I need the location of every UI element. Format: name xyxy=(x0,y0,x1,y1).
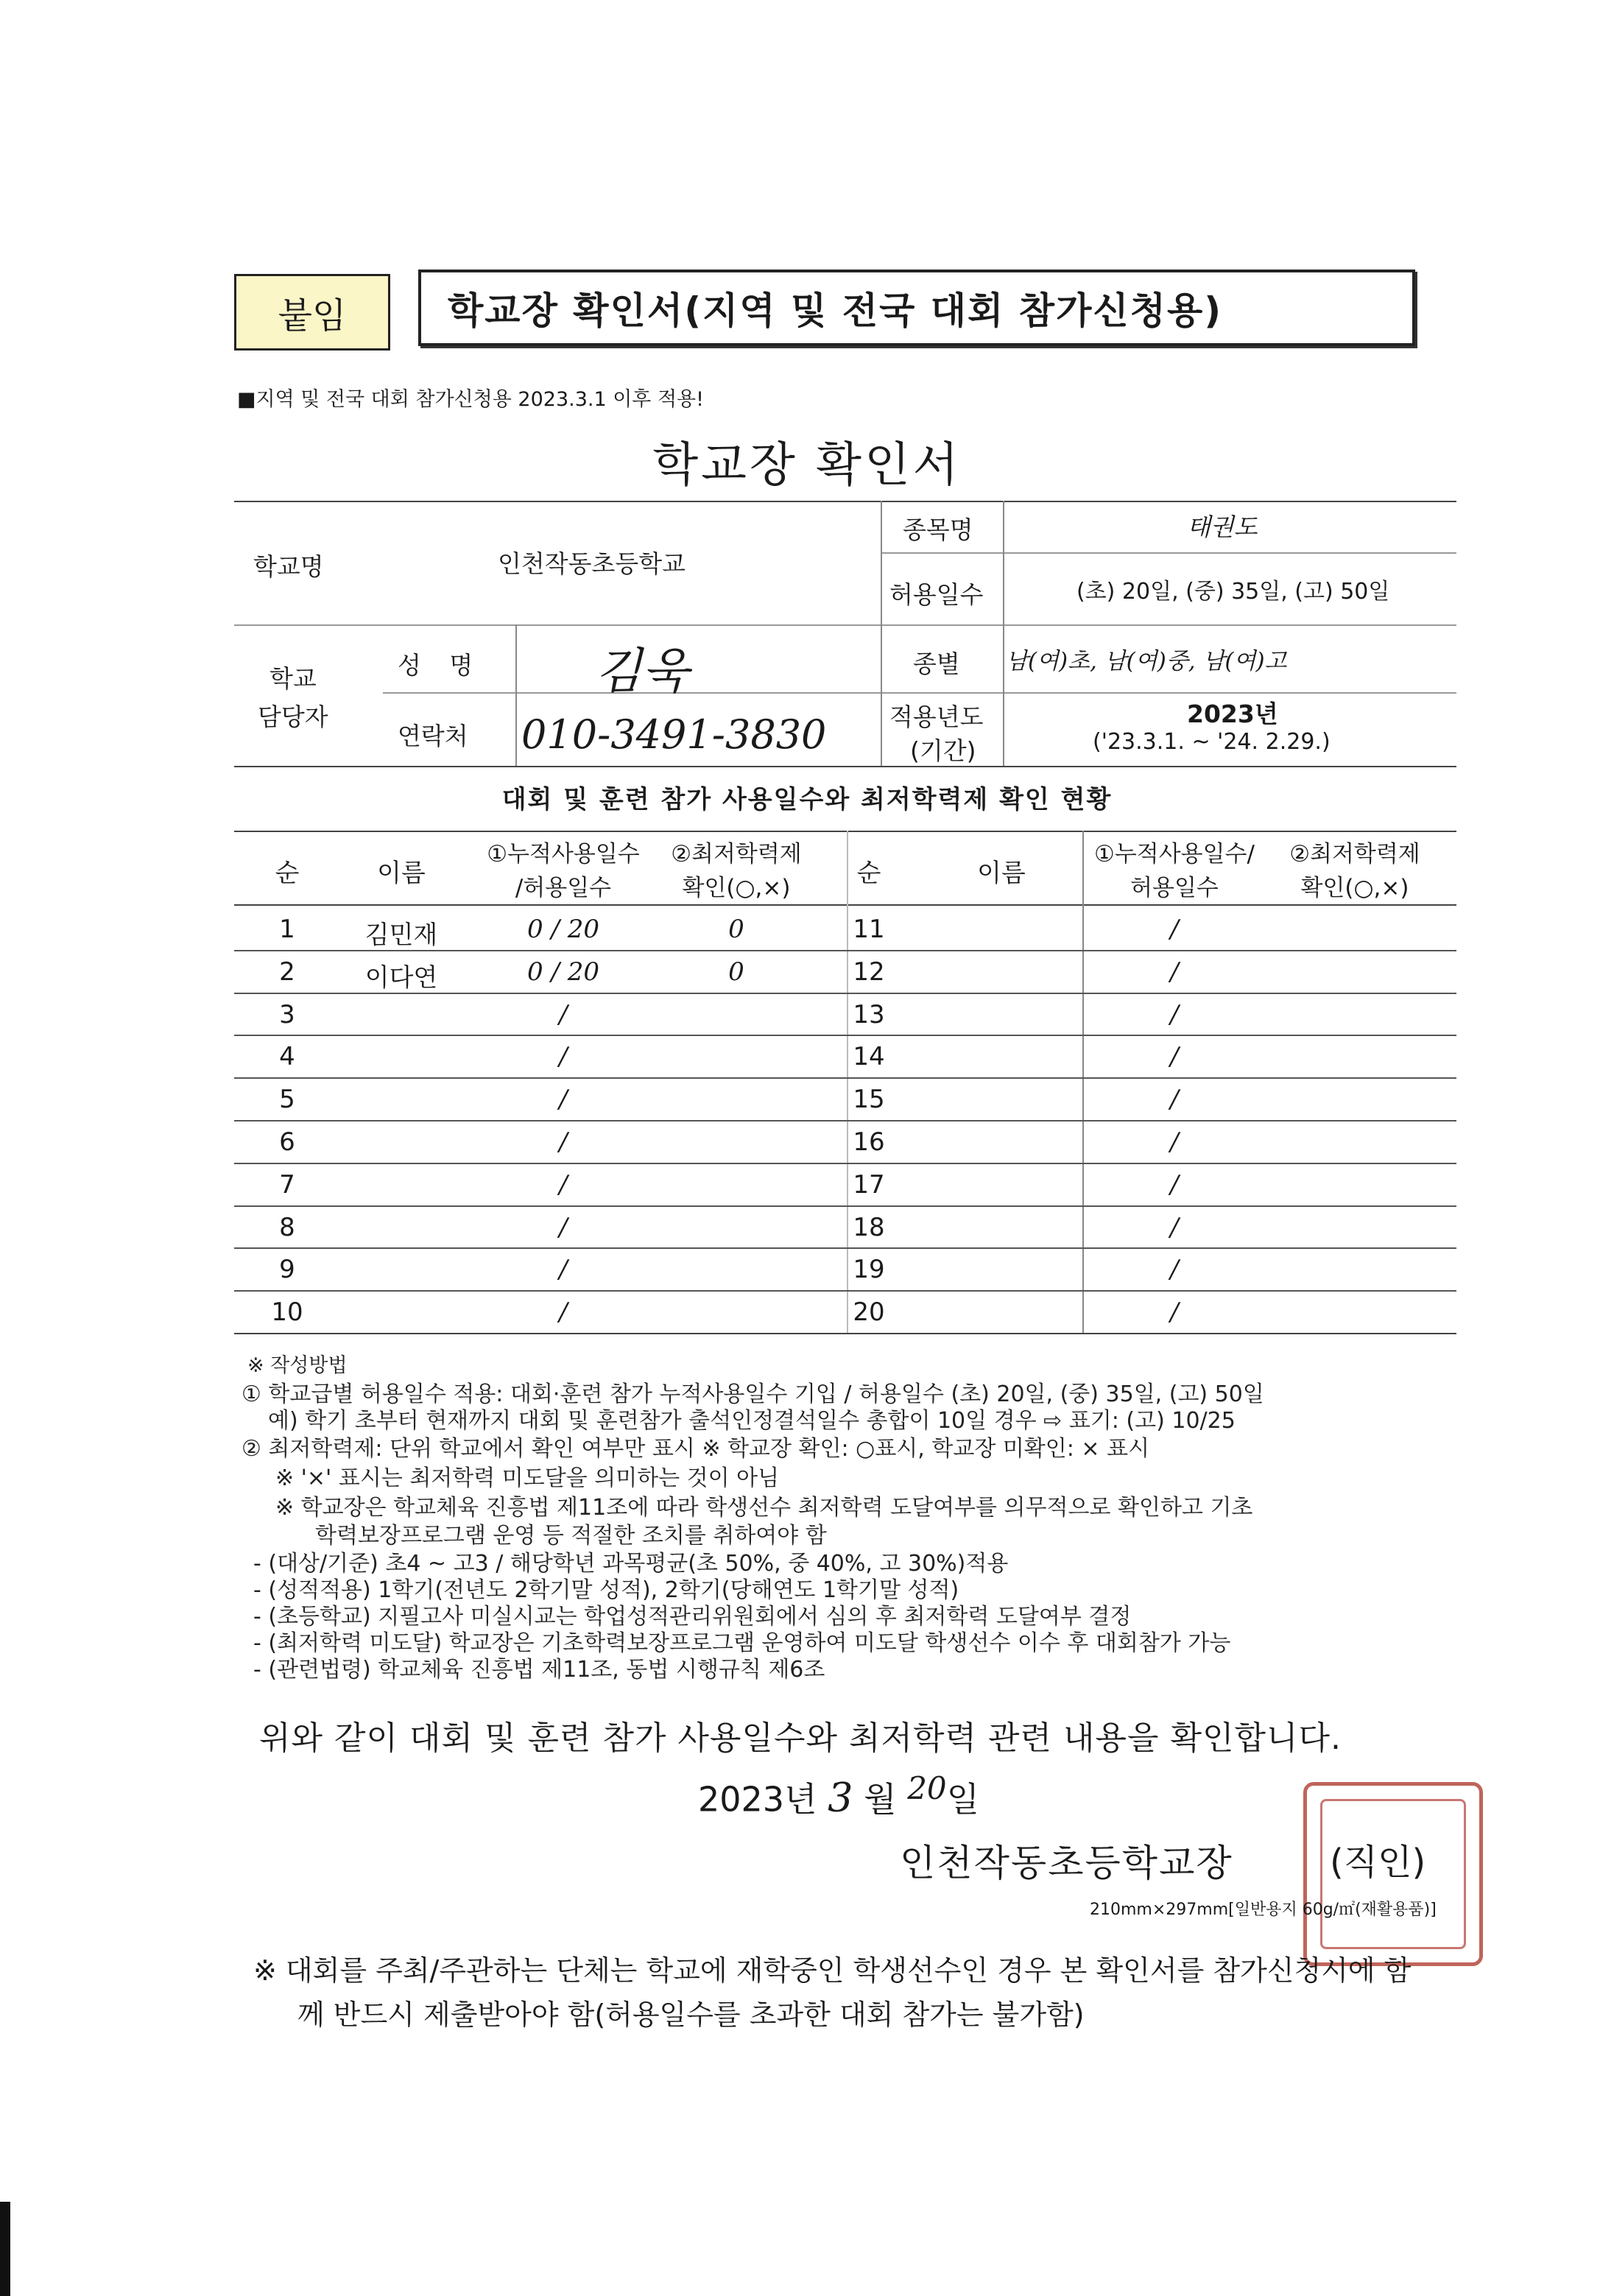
guide-line: - (초등학교) 지필고사 미실시교는 학업성적관리위원회에서 심의 후 최저학력 도달여부 결정 xyxy=(253,1604,1132,1630)
school-name-label: 학교명 xyxy=(253,552,324,581)
row-days-right: / xyxy=(1170,1297,1179,1327)
staff-label: 학교 담당자 xyxy=(258,664,328,731)
scan-edge-mark xyxy=(0,2202,10,2296)
allowed-days-label: 허용일수 xyxy=(889,580,984,609)
table-title: 대회 및 훈련 참가 사용일수와 최저학력제 확인 현황 xyxy=(501,785,1113,814)
row-days: / xyxy=(559,1213,568,1242)
row-days-right: / xyxy=(1170,1255,1179,1284)
guide-line: 학력보장프로그램 운영 등 적절한 조치를 취하여야 함 xyxy=(315,1523,827,1549)
name-label: 성 명 xyxy=(398,651,484,680)
attachment-tag: 붙임 xyxy=(234,274,390,351)
row-no: 1 xyxy=(279,915,295,944)
row-academic: 0 xyxy=(728,957,744,987)
row-academic: 0 xyxy=(728,915,744,944)
row-no: 4 xyxy=(279,1042,295,1071)
year-value: 2023년 xyxy=(1187,700,1278,728)
footer-line: ※ 대회를 주최/주관하는 단체는 학교에 재학중인 학생선수인 경우 본 확인서를 참가신청시에 함 xyxy=(253,1954,1412,1987)
col-academic-right-2: 확인(○,×) xyxy=(1300,875,1409,901)
guide-line: ※ 학교장은 학교체육 진흥법 제11조에 따라 학생선수 최저학력 도달여부를 의무적으로 확인하고 기초 xyxy=(275,1495,1253,1521)
row-days: / xyxy=(559,1127,568,1157)
row-no: 2 xyxy=(279,957,295,987)
guide-line: - (관련법령) 학교체육 진흥법 제11조, 동법 시행규칙 제6조 xyxy=(253,1657,825,1683)
footer-note xyxy=(253,1948,1411,2037)
col-academic-2: 확인(○,×) xyxy=(682,875,791,901)
guide-line: ② 최저학력제: 단위 학교에서 확인 여부만 표시 ※ 학교장 확인: ○표시, 학교장 미확인: × 표시 xyxy=(242,1436,1150,1462)
row-name: 김민재 xyxy=(364,920,438,950)
row-no: 10 xyxy=(271,1297,303,1327)
sport-label: 종목명 xyxy=(903,515,973,544)
contact-label: 연락처 xyxy=(398,722,468,750)
row-days-right: / xyxy=(1170,1127,1179,1157)
date-day: 20 xyxy=(907,1770,947,1806)
date-day-unit: 일 xyxy=(946,1779,980,1820)
period-label: (기간) xyxy=(910,736,976,765)
signing-date xyxy=(698,1770,979,1821)
row-no-right: 11 xyxy=(853,915,885,944)
col-academic-right-1: ②최저학력제 xyxy=(1289,841,1420,867)
row-days: 0 / 20 xyxy=(527,915,599,944)
col-days-2: /허용일수 xyxy=(515,875,612,901)
row-no: 3 xyxy=(279,1000,295,1029)
paper-size-note: 210mm×297mm[일반용지 60g/㎡(재활용품)] xyxy=(1090,1901,1437,1919)
year-label: 적용년도 xyxy=(889,702,984,731)
row-days-right: / xyxy=(1170,915,1179,944)
guide-line: - (대상/기준) 초4 ~ 고3 / 해당학년 과목평균(초 50%, 중 40%, 고 30%)적용 xyxy=(253,1551,1009,1577)
row-days: 0 / 20 xyxy=(527,957,599,987)
seal-label: (직인) xyxy=(1330,1842,1426,1883)
row-days-right: / xyxy=(1170,1000,1179,1029)
col-name-right: 이름 xyxy=(977,859,1026,888)
guide-line: 예) 학기 초부터 현재까지 대회 및 훈련참가 출석인정결석일수 총합이 10일 경우 ⇨ 표기: (고) 10/25 xyxy=(268,1408,1236,1434)
row-name: 이다연 xyxy=(364,963,438,993)
contact-value: 010-3491-3830 xyxy=(521,711,827,758)
row-days: / xyxy=(559,1085,568,1114)
row-days: / xyxy=(559,1000,568,1029)
date-month: 3 xyxy=(828,1774,853,1821)
col-days-right-2: 허용일수 xyxy=(1130,875,1219,901)
row-days: / xyxy=(559,1042,568,1071)
row-no-right: 15 xyxy=(853,1085,885,1114)
principal-signature: 인천작동초등학교장 xyxy=(900,1842,1233,1884)
col-name: 이름 xyxy=(377,859,426,888)
row-days-right: / xyxy=(1170,957,1179,987)
applicability-note: ■지역 및 전국 대회 참가신청용 2023.3.1 이후 적용! xyxy=(237,388,704,411)
row-no-right: 16 xyxy=(853,1127,885,1157)
row-no-right: 14 xyxy=(853,1042,885,1071)
row-no: 6 xyxy=(279,1127,295,1157)
row-days-right: / xyxy=(1170,1085,1179,1114)
col-days-right-1: ①누적사용일수/ xyxy=(1094,841,1255,867)
row-no: 5 xyxy=(279,1085,295,1114)
gender-value: 남(여)초, 남(여)중, 남(여)고 xyxy=(1006,648,1287,675)
row-no-right: 12 xyxy=(853,957,885,987)
row-no-right: 20 xyxy=(853,1297,885,1327)
header-title: 학교장 확인서(지역 및 전국 대회 참가신청용) xyxy=(448,289,1223,332)
row-no-right: 18 xyxy=(853,1213,885,1242)
row-days-right: / xyxy=(1170,1170,1179,1200)
sport-value: 태권도 xyxy=(1187,513,1258,541)
row-no: 7 xyxy=(279,1170,295,1200)
guide-line: - (최저학력 미도달) 학교장은 기초학력보장프로그램 운영하여 미도달 학생선수 이수 후 대회참가 가능 xyxy=(253,1630,1231,1656)
document-title: 학교장 확인서 xyxy=(652,438,962,493)
row-no: 8 xyxy=(279,1213,295,1242)
date-month-unit: 월 xyxy=(864,1779,897,1820)
guide-line: ※ '×' 표시는 최저학력 미도달을 의미하는 것이 아님 xyxy=(275,1465,780,1491)
row-no-right: 17 xyxy=(853,1170,885,1200)
guide-line: ① 학교급별 허용일수 적용: 대회·훈련 참가 누적사용일수 기입 / 허용일수 (초) 20일, (중) 35일, (고) 50일 xyxy=(242,1381,1264,1407)
period-value: ('23.3.1. ~ '24. 2.29.) xyxy=(1093,729,1331,755)
col-no: 순 xyxy=(275,859,300,888)
footer-line: 께 반드시 제출받아야 함(허용일수를 초과한 대회 참가는 불가함) xyxy=(297,1999,1085,2031)
row-no-right: 19 xyxy=(853,1255,885,1284)
row-no-right: 13 xyxy=(853,1000,885,1029)
allowed-days-value: (초) 20일, (중) 35일, (고) 50일 xyxy=(1076,579,1390,605)
guide-line: - (성적적용) 1학기(전년도 2학기말 성적), 2학기(당해연도 1학기말 성적) xyxy=(253,1577,959,1603)
col-no-right: 순 xyxy=(856,859,881,888)
row-days-right: / xyxy=(1170,1042,1179,1071)
confirmation-statement: 위와 같이 대회 및 훈련 참가 사용일수와 최저학력 관련 내용을 확인합니다. xyxy=(259,1719,1342,1757)
gender-label: 종별 xyxy=(913,649,960,678)
col-days-1: ①누적사용일수 xyxy=(487,841,640,867)
row-days-right: / xyxy=(1170,1213,1179,1242)
col-academic-1: ②최저학력제 xyxy=(671,841,802,867)
row-no: 9 xyxy=(279,1255,295,1284)
school-name: 인천작동초등학교 xyxy=(498,549,686,578)
row-days: / xyxy=(559,1170,568,1200)
guide-line: ※ 작성방법 xyxy=(247,1354,348,1377)
header-title-box xyxy=(418,270,1415,346)
row-days: / xyxy=(559,1297,568,1327)
row-days: / xyxy=(559,1255,568,1284)
staff-name: 김욱 xyxy=(595,643,689,700)
date-year: 2023년 xyxy=(698,1779,817,1820)
